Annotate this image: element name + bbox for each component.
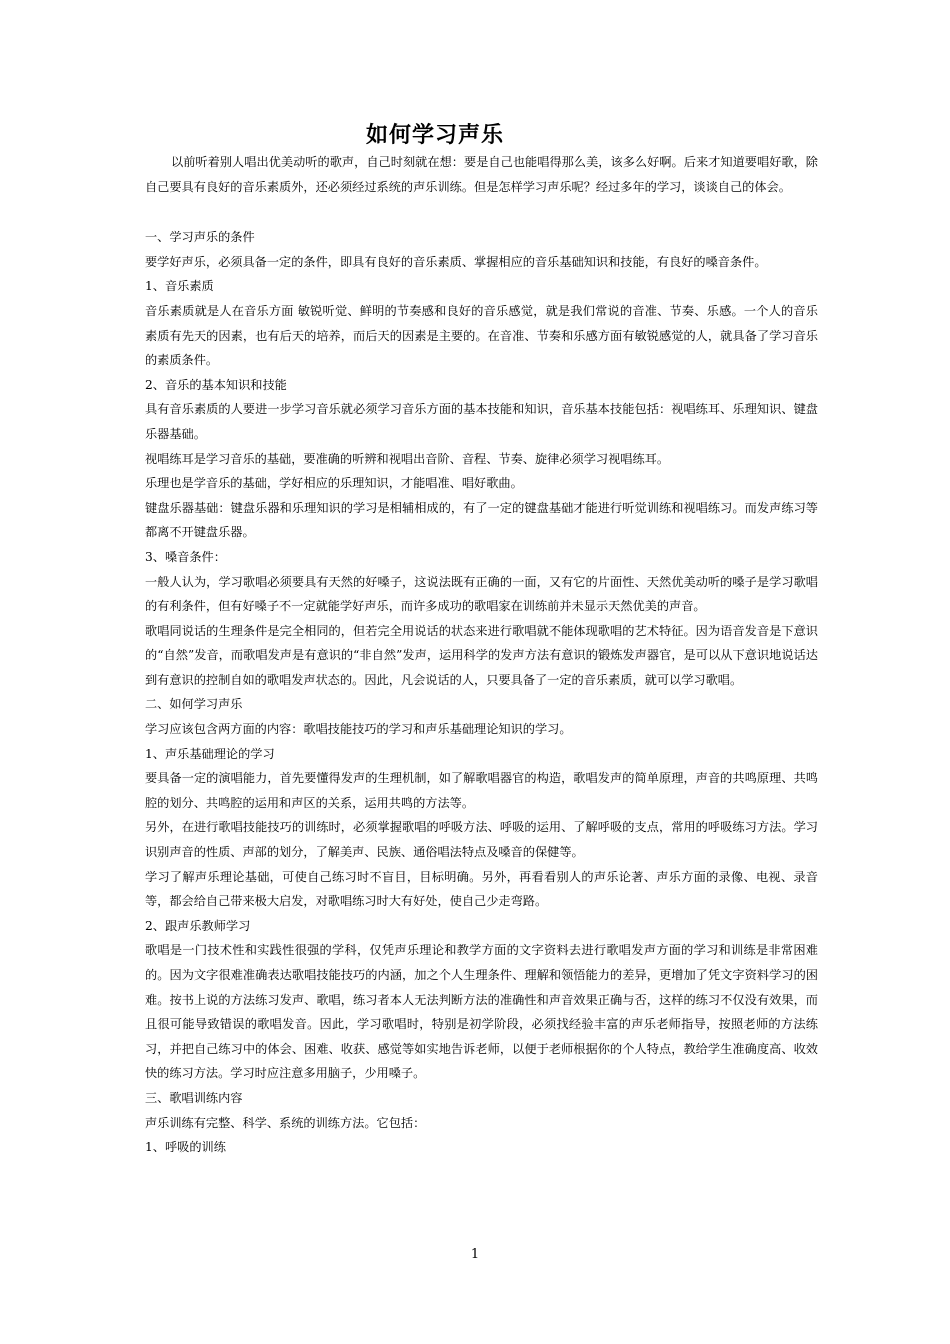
intro-paragraph: 以前听着别人唱出优美动听的歌声，自己时刻就在想：要是自己也能唱得那么美，该多么好啊。后来才知道要唱好歌，除自己要具有良好的音乐素质外，还必须经过系统的声乐训练。但是怎样学习声乐呢？经过多年的学习，谈谈自己的体会。 bbox=[145, 155, 818, 194]
page-number: 1 bbox=[470, 1247, 480, 1262]
paragraph: 歌唱是一门技术性和实践性很强的学科，仅凭声乐理论和教学方面的文字资料去进行歌唱发声方面的学习和训练是非常困难的。因为文字很难准确表达歌唱技能技巧的内涵，加之个人生理条件、理解和领悟能力的差异，更增加了凭文字资料学习的困难。按书上说的方法练习发声、歌唱，练习者本人无法判断方法的准确性和声音效果正确与否，这样的练习不仅没有效果，而且很可能导致错误的歌唱发音。因此，学习歌唱时，特别是初学阶段，必须找经验丰富的声乐老师指导，按照老师的方法练习，并把自己练习中的体会、困难、收获、感觉等如实地告诉老师，以便于老师根据你的个人特点，教给学生准确度高、收效快的练习方法。学习时应注意多用脑子，少用嗓子。 bbox=[145, 943, 818, 1081]
section-heading: 一、学习声乐的条件 bbox=[145, 230, 255, 245]
subsection-heading: 2、音乐的基本知识和技能 bbox=[145, 377, 287, 392]
paragraph: 学习应该包含两方面的内容：歌唱技能技巧的学习和声乐基础理论知识的学习。 bbox=[145, 722, 572, 737]
section-heading: 三、歌唱训练内容 bbox=[145, 1090, 243, 1105]
subsection-heading: 3、嗓音条件： bbox=[145, 549, 226, 564]
spacer bbox=[145, 199, 818, 225]
paragraph: 歌唱同说话的生理条件是完全相同的，但若完全用说话的状态来进行歌唱就不能体现歌唱的艺术特征。因为语音发音是下意识的“自然”发音，而歌唱发声是有意识的“非自然”发声，运用科学的发声方法有意识的锻炼发声器官，是可以从下意识地说话达到有意识的控制自如的歌唱发声状态的。因此，凡会说话的人，只要具备了一定的音乐素质，就可以学习歌唱。 bbox=[145, 623, 818, 687]
document-title: 如何学习声乐 bbox=[365, 123, 504, 148]
paragraph: 音乐素质就是人在音乐方面 敏锐听觉、鲜明的节奏感和良好的音乐感觉，就是我们常说的音准、节奏、乐感。一个人的音乐素质有先天的因素，也有后天的培养，而后天的因素是主要的。在音准、节奏和乐感方面有敏锐感觉的人，就具备了学习音乐的素质条件。 bbox=[145, 303, 818, 368]
section-heading: 二、如何学习声乐 bbox=[145, 697, 243, 712]
paragraph: 具有音乐素质的人要进一步学习音乐就必须学习音乐方面的基本技能和知识，音乐基本技能包括：视唱练耳、乐理知识、键盘乐器基础。 bbox=[145, 402, 818, 441]
paragraph: 一般人认为，学习歌唱必须要具有天然的好嗓子，这说法既有正确的一面，又有它的片面性、天然优美动听的嗓子是学习歌唱的有利条件，但有好嗓子不一定就能学好声乐，而许多成功的歌唱家在训练前并未显示天然优美的声音。 bbox=[145, 574, 818, 614]
subsection-heading: 2、跟声乐教师学习 bbox=[145, 918, 251, 933]
paragraph: 要学好声乐，必须具备一定的条件，即具有良好的音乐素质、掌握相应的音乐基础知识和技能，有良好的嗓音条件。 bbox=[145, 254, 767, 269]
subsection-heading: 1、呼吸的训练 bbox=[145, 1140, 226, 1155]
paragraph: 另外，在进行歌唱技能技巧的训练时，必须掌握歌唱的呼吸方法、呼吸的运用、了解呼吸的支点，常用的呼吸练习方法。学习识别声音的性质、声部的划分，了解美声、民族、通俗唱法特点及嗓音的保健等。 bbox=[145, 820, 818, 860]
paragraph: 声乐训练有完整、科学、系统的训练方法。它包括： bbox=[145, 1115, 426, 1130]
paragraph: 乐理也是学音乐的基础，学好相应的乐理知识，才能唱准、唱好歌曲。 bbox=[145, 476, 523, 491]
document-body bbox=[145, 150, 818, 1160]
paragraph: 视唱练耳是学习音乐的基础，要准确的听辨和视唱出音阶、音程、节奏、旋律必须学习视唱练耳。 bbox=[145, 451, 670, 466]
subsection-heading: 1、音乐素质 bbox=[145, 279, 214, 294]
paragraph: 要具备一定的演唱能力，首先要懂得发声的生理机制，如了解歌唱器官的构造，歌唱发声的简单原理，声音的共鸣原理、共鸣腔的划分、共鸣腔的运用和声区的关系，运用共鸣的方法等。 bbox=[145, 771, 818, 810]
subsection-heading: 1、声乐基础理论的学习 bbox=[145, 746, 275, 761]
paragraph: 学习了解声乐理论基础，可使自己练习时不盲目，目标明确。另外，再看看别人的声乐论著、声乐方面的录像、电视、录音等，都会给自己带来极大启发，对歌唱练习时大有好处，使自己少走弯路。 bbox=[145, 869, 818, 909]
paragraph: 键盘乐器基础：键盘乐器和乐理知识的学习是相辅相成的，有了一定的键盘基础才能进行听觉训练和视唱练习。而发声练习等都离不开键盘乐器。 bbox=[145, 500, 818, 540]
